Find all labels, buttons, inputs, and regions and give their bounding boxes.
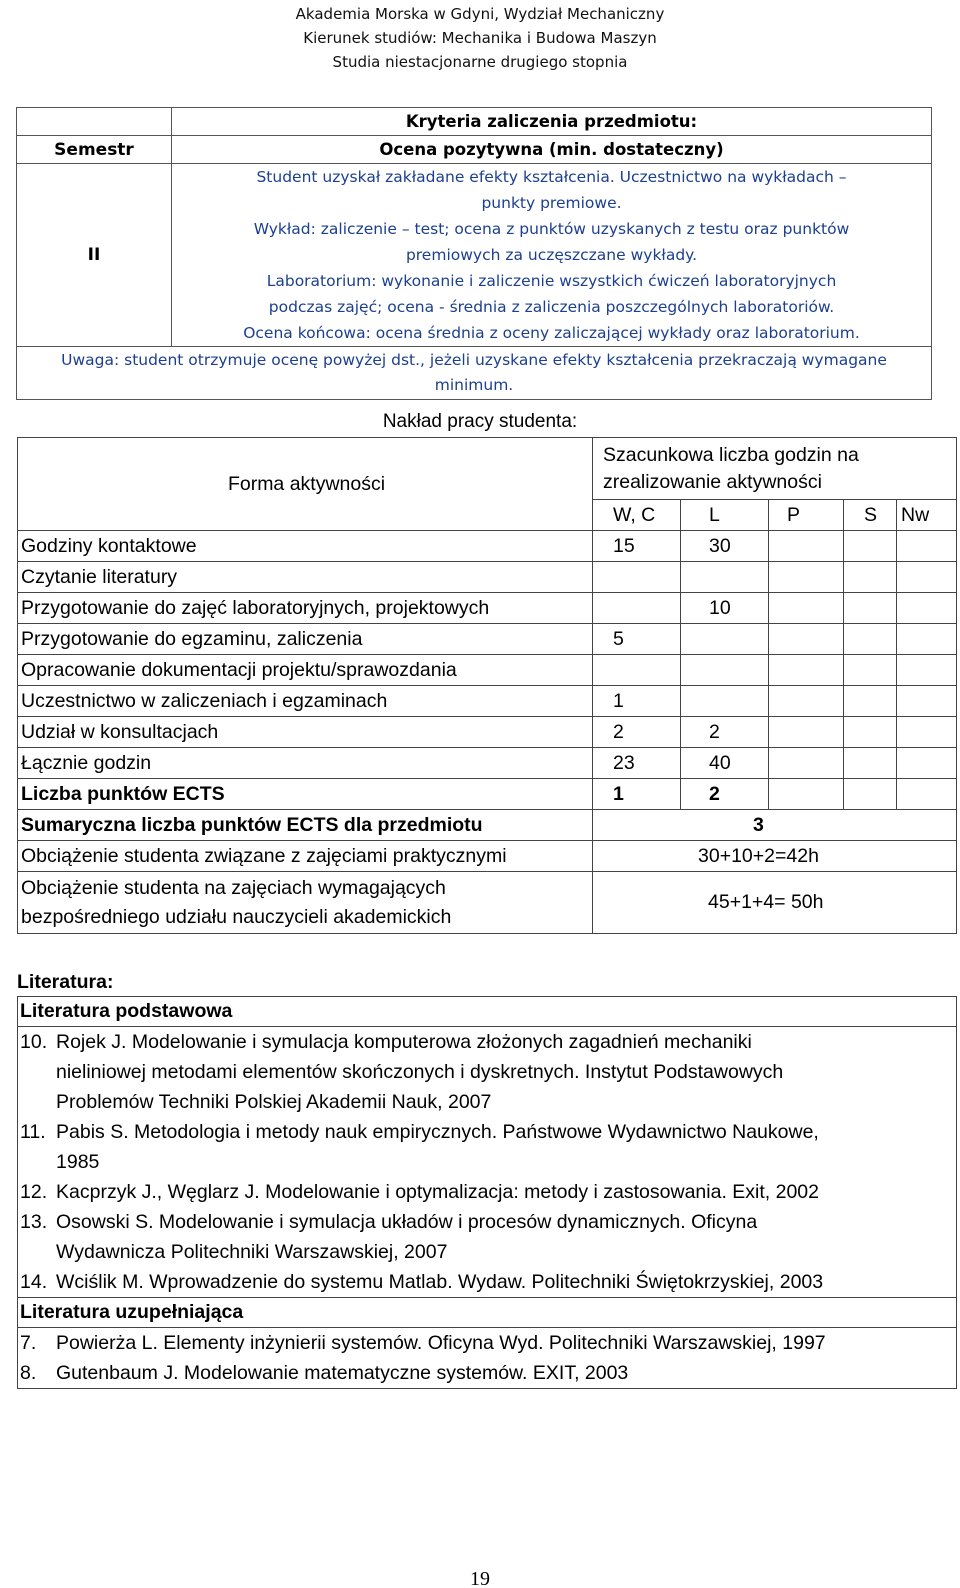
- hours-header: [593, 438, 957, 500]
- criteria-line: Laboratorium: wykonanie i zaliczenie wszystkich ćwiczeń laboratoryjnych: [266, 272, 837, 290]
- workload-cell: [681, 655, 769, 686]
- literature-item: [18, 1267, 956, 1297]
- workload-cell: 5: [593, 624, 681, 655]
- criteria-line: Wykład: zaliczenie – test; ocena z punktów uzyskanych z testu oraz punktów: [253, 220, 850, 238]
- workload-cell: [681, 562, 769, 593]
- literature-item: [18, 1207, 956, 1267]
- workload-cell: [897, 655, 957, 686]
- workload-cell: [769, 655, 844, 686]
- workload-cell: [593, 655, 681, 686]
- workload-cell: [897, 686, 957, 717]
- direct-load-value: 45+1+4= 50h: [593, 872, 957, 934]
- note-line: minimum.: [434, 376, 514, 394]
- workload-row: [18, 686, 957, 717]
- criteria-line: punkty premiowe.: [481, 194, 622, 212]
- workload-cell: 15: [593, 531, 681, 562]
- workload-row-label: Godziny kontaktowe: [18, 531, 593, 562]
- semester-label: Semestr: [17, 136, 172, 164]
- criteria-description: [172, 164, 932, 347]
- column-header: L: [681, 500, 769, 531]
- semester-value: II: [17, 164, 172, 347]
- literature-item-line: 1985: [56, 1151, 100, 1173]
- literature-item-number: 12.: [20, 1181, 48, 1203]
- literature-item-line: Gutenbaum J. Modelowanie matematyczne systemów. EXIT, 2003: [56, 1362, 629, 1384]
- workload-cell: [769, 593, 844, 624]
- workload-cell: [897, 593, 957, 624]
- workload-cell: [844, 531, 897, 562]
- workload-cell: 1: [593, 779, 681, 810]
- workload-cell: [681, 686, 769, 717]
- workload-row: [18, 624, 957, 655]
- literature-item: [18, 1027, 956, 1117]
- page-number: 19: [470, 1568, 490, 1588]
- literature-item-text: [56, 1358, 956, 1388]
- workload-cell: [844, 593, 897, 624]
- basic-literature-list: [18, 1027, 957, 1298]
- workload-row-label: Przygotowanie do egzaminu, zaliczenia: [18, 624, 593, 655]
- literature-item-line: Problemów Techniki Polskiej Akademii Nauk, 2007: [56, 1091, 492, 1113]
- workload-row: [18, 717, 957, 748]
- workload-row: [18, 655, 957, 686]
- workload-cell: [769, 779, 844, 810]
- workload-cell: [769, 686, 844, 717]
- workload-cell: 10: [681, 593, 769, 624]
- literature-item-number: 14.: [20, 1271, 48, 1293]
- literature-item-line: nieliniowej metodami elementów skończonych i dyskretnych. Instytut Podstawowych: [56, 1061, 784, 1083]
- literature-item-number: 7.: [20, 1332, 37, 1354]
- literature-item-line: Wciślik M. Wprowadzenie do systemu Matlab. Wydaw. Politechniki Świętokrzyskiej, 2003: [56, 1271, 824, 1293]
- workload-cell: 2: [593, 717, 681, 748]
- workload-cell: [769, 624, 844, 655]
- workload-row-label: Czytanie literatury: [18, 562, 593, 593]
- workload-row: [18, 562, 957, 593]
- workload-row: [18, 748, 957, 779]
- literature-item: [18, 1117, 956, 1177]
- workload-cell: [769, 748, 844, 779]
- workload-cell: [593, 593, 681, 624]
- workload-row-label: Uczestnictwo w zaliczeniach i egzaminach: [18, 686, 593, 717]
- workload-cell: 30: [681, 531, 769, 562]
- workload-cell: 2: [681, 717, 769, 748]
- literature-item: [18, 1177, 956, 1207]
- criteria-line: premiowych za uczęszczane wykłady.: [405, 246, 698, 264]
- note-line: Uwaga: student otrzymuje ocenę powyżej dst., jeżeli uzyskane efekty kształcenia przekraczają wymagane: [61, 351, 887, 369]
- workload-cell: [844, 562, 897, 593]
- workload-row: [18, 531, 957, 562]
- literature-item-number: 11.: [20, 1121, 46, 1143]
- criteria-line: podczas zajęć; ocena - średnia z zaliczenia poszczególnych laboratoriów.: [268, 298, 835, 316]
- workload-row: [18, 593, 957, 624]
- basic-literature-title: Literatura podstawowa: [18, 997, 957, 1027]
- workload-cell: [769, 562, 844, 593]
- literature-item: [18, 1358, 956, 1388]
- workload-cell: [593, 562, 681, 593]
- workload-row: [18, 779, 957, 810]
- workload-cell: [897, 748, 957, 779]
- literature-item-line: Pabis S. Metodologia i metody nauk empirycznych. Państwowe Wydawnictwo Naukowe,: [56, 1121, 819, 1143]
- extra-literature-title: Literatura uzupełniająca: [18, 1298, 957, 1328]
- workload-row-label: Przygotowanie do zajęć laboratoryjnych, projektowych: [18, 593, 593, 624]
- workload-cell: 1: [593, 686, 681, 717]
- direct-load-label-line: Obciążenie studenta na zajęciach wymagających: [21, 876, 446, 899]
- direct-load-label-line: bezpośredniego udziału nauczycieli akademickich: [21, 905, 452, 928]
- literature-item: [18, 1328, 956, 1358]
- workload-cell: 23: [593, 748, 681, 779]
- literature-item-number: 10.: [20, 1031, 48, 1053]
- document-header: [0, 2, 960, 74]
- workload-cell: [897, 562, 957, 593]
- form-header: Forma aktywności: [18, 438, 593, 531]
- hours-header-line: Szacunkowa liczba godzin na: [603, 443, 859, 466]
- workload-cell: [844, 717, 897, 748]
- workload-cell: [844, 624, 897, 655]
- literature-title: Literatura:: [17, 971, 114, 993]
- literature-table: [17, 996, 957, 1389]
- criteria-line: Ocena końcowa: ocena średnia z oceny zaliczającej wykłady oraz laboratorium.: [243, 324, 860, 342]
- ects-sum-label: Sumaryczna liczba punktów ECTS dla przedmiotu: [18, 810, 593, 841]
- literature-item-line: Wydawnicza Politechniki Warszawskiej, 2007: [56, 1241, 448, 1263]
- workload-cell: [844, 779, 897, 810]
- literature-item-text: [56, 1177, 956, 1207]
- workload-row-label: Łącznie godzin: [18, 748, 593, 779]
- ects-sum-value: 3: [593, 810, 957, 841]
- workload-cell: 2: [681, 779, 769, 810]
- column-header: P: [769, 500, 844, 531]
- literature-item-line: Rojek J. Modelowanie i symulacja komputerowa złożonych zagadnień mechaniki: [56, 1031, 752, 1053]
- workload-cell: [897, 779, 957, 810]
- header-line-3: Studia niestacjonarne drugiego stopnia: [332, 53, 628, 71]
- workload-cell: [769, 717, 844, 748]
- literature-item-text: [56, 1117, 956, 1177]
- workload-table: [17, 437, 957, 934]
- literature-item-number: 13.: [20, 1211, 48, 1233]
- workload-cell: [844, 655, 897, 686]
- header-line-1: Akademia Morska w Gdyni, Wydział Mechaniczny: [295, 5, 665, 23]
- practical-load-value: 30+10+2=42h: [593, 841, 957, 872]
- workload-title: Nakład pracy studenta:: [382, 411, 578, 432]
- literature-item-text: [56, 1267, 956, 1297]
- literature-item-line: Powierża L. Elementy inżynierii systemów. Oficyna Wyd. Politechniki Warszawskiej, 1997: [56, 1332, 826, 1354]
- literature-section: [17, 968, 957, 1389]
- direct-load-label: [18, 872, 593, 934]
- workload-cell: [897, 717, 957, 748]
- practical-load-label: Obciążenie studenta związane z zajęciami praktycznymi: [18, 841, 593, 872]
- criteria-note: [17, 347, 932, 400]
- literature-item-text: [56, 1027, 956, 1117]
- workload-row-label: Opracowanie dokumentacji projektu/sprawozdania: [18, 655, 593, 686]
- workload-cell: 40: [681, 748, 769, 779]
- column-header: Nw: [897, 500, 957, 531]
- literature-item-text: [56, 1328, 956, 1358]
- literature-item-line: Osowski S. Modelowanie i symulacja układów i procesów dynamicznych. Oficyna: [56, 1211, 758, 1233]
- workload-cell: [681, 624, 769, 655]
- workload-cell: [844, 748, 897, 779]
- literature-item-number: 8.: [20, 1362, 37, 1384]
- extra-literature-list: [18, 1328, 957, 1389]
- workload-cell: [897, 531, 957, 562]
- workload-cell: [769, 531, 844, 562]
- criteria-table: [16, 107, 932, 400]
- column-header: W, C: [593, 500, 681, 531]
- workload-row-label: Liczba punktów ECTS: [18, 779, 593, 810]
- workload-cell: [897, 624, 957, 655]
- workload-cell: [844, 686, 897, 717]
- criteria-line: Student uzyskał zakładane efekty kształcenia. Uczestnictwo na wykładach –: [256, 168, 847, 186]
- column-header: S: [844, 500, 897, 531]
- criteria-title: Kryteria zaliczenia przedmiotu:: [172, 108, 932, 136]
- literature-item-text: [56, 1207, 956, 1267]
- header-line-2: Kierunek studiów: Mechanika i Budowa Maszyn: [303, 29, 657, 47]
- workload-row-label: Udział w konsultacjach: [18, 717, 593, 748]
- literature-item-line: Kacprzyk J., Węglarz J. Modelowanie i optymalizacja: metody i zastosowania. Exit, 2002: [56, 1181, 819, 1203]
- grade-label: Ocena pozytywna (min. dostateczny): [172, 136, 932, 164]
- hours-header-line: zrealizowanie aktywności: [603, 470, 822, 493]
